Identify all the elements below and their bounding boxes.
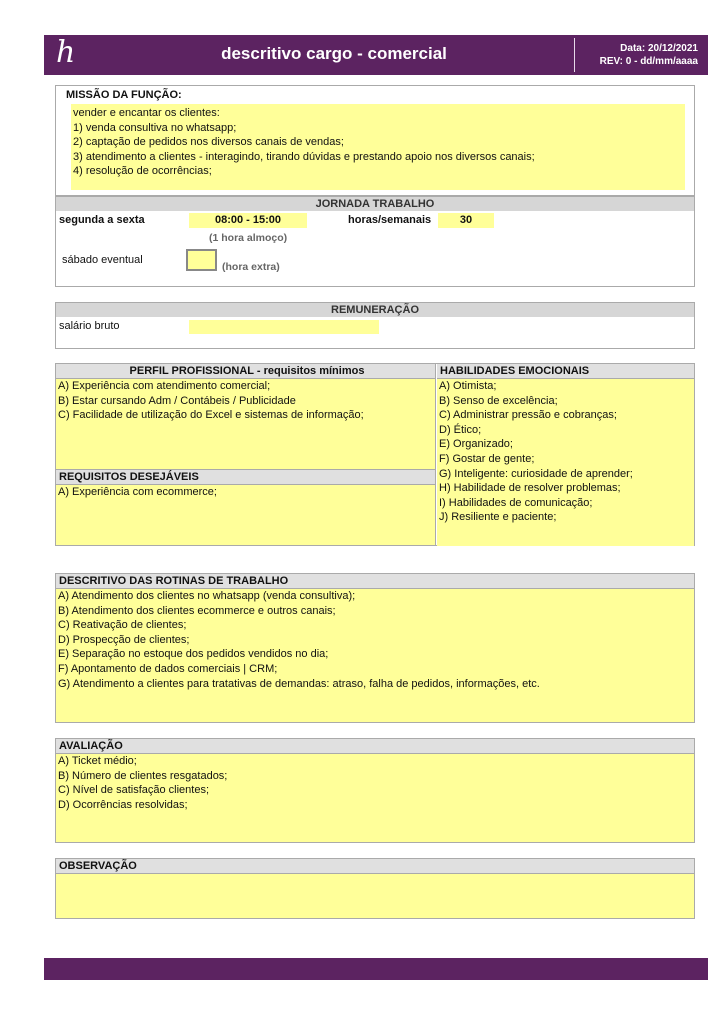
requirement-item: C) Facilidade de utilização do Excel e sistemas de informação; xyxy=(58,409,364,422)
evaluation-item: C) Nível de satisfação clientes; xyxy=(58,784,210,797)
skill-item: C) Administrar pressão e cobranças; xyxy=(439,409,617,422)
mission-line: 1) venda consultiva no whatsapp; xyxy=(73,121,237,134)
weekly-hours-field[interactable]: 30 xyxy=(438,213,494,228)
extra-hours-note: (hora extra) xyxy=(222,261,280,273)
routine-item: E) Separação no estoque dos pedidos vendidos no dia; xyxy=(58,648,329,661)
header-divider xyxy=(574,38,575,72)
saturday-label: sábado eventual xyxy=(62,254,143,266)
compensation-section xyxy=(55,302,695,349)
workday-section xyxy=(55,196,695,287)
skill-item: D) Ético; xyxy=(439,423,482,436)
evaluation-title: AVALIAÇÃO xyxy=(56,739,694,754)
routines-title: DESCRITIVO DAS ROTINAS DE TRABALHO xyxy=(56,574,694,589)
mission-line: 2) captação de pedidos nos diversos canais de vendas; xyxy=(73,136,344,149)
notes-field[interactable] xyxy=(56,874,694,918)
revision-text: REV: 0 - dd/mm/aaaa xyxy=(599,56,698,67)
mission-line: 3) atendimento a clientes - interagindo, tirando dúvidas e prestando apoio nos diversos canais; xyxy=(73,150,535,163)
mission-section xyxy=(55,85,695,196)
mission-line: 4) resolução de ocorrências; xyxy=(73,165,212,178)
mission-line: vender e encantar os clientes: xyxy=(73,107,220,119)
skill-item: I) Habilidades de comunicação; xyxy=(439,496,593,509)
salary-field[interactable] xyxy=(189,320,379,334)
mission-text[interactable] xyxy=(71,104,685,190)
notes-section xyxy=(55,858,695,919)
weekday-label: segunda a sexta xyxy=(59,214,145,226)
routine-item: C) Reativação de clientes; xyxy=(58,619,187,632)
minimum-requirements-list[interactable] xyxy=(56,378,435,469)
evaluation-list[interactable] xyxy=(56,754,694,842)
salary-label: salário bruto xyxy=(59,320,120,332)
evaluation-item: D) Ocorrências resolvidas; xyxy=(58,798,188,811)
routines-section xyxy=(55,573,695,723)
lunch-note: (1 hora almoço) xyxy=(209,232,288,244)
requirement-item: B) Estar cursando Adm / Contábeis / Publicidade xyxy=(58,394,296,407)
desirable-item: A) Experiência com ecommerce; xyxy=(58,486,217,498)
desirable-requirements-list[interactable] xyxy=(56,485,435,545)
skill-item: G) Inteligente: curiosidade de aprender; xyxy=(439,467,633,480)
evaluation-item: B) Número de clientes resgatados; xyxy=(58,769,228,782)
workday-title: JORNADA TRABALHO xyxy=(56,197,694,211)
profile-section xyxy=(55,363,695,546)
weekly-hours-label: horas/semanais xyxy=(348,214,432,226)
routine-item: D) Prospecção de clientes; xyxy=(58,633,190,646)
notes-title: OBSERVAÇÃO xyxy=(56,859,694,874)
evaluation-item: A) Ticket médio; xyxy=(58,755,137,767)
document-title: descritivo cargo - comercial xyxy=(221,44,447,63)
routine-item: A) Atendimento dos clientes no whatsapp (venda consultiva); xyxy=(58,590,356,602)
requirements-column xyxy=(56,364,436,545)
date-text: Data: 20/12/2021 xyxy=(620,43,698,54)
skill-item: A) Otimista; xyxy=(439,380,497,392)
footer-bar xyxy=(44,958,708,980)
routine-item: B) Atendimento dos clientes ecommerce e outros canais; xyxy=(58,604,336,617)
evaluation-section xyxy=(55,738,695,843)
company-logo: h xyxy=(56,35,76,70)
skill-item: E) Organizado; xyxy=(439,438,513,451)
routines-list[interactable] xyxy=(56,589,694,722)
header-bar xyxy=(44,35,708,75)
header-meta xyxy=(600,42,698,68)
requirement-item: A) Experiência com atendimento comercial; xyxy=(58,380,271,392)
routine-item: F) Apontamento de dados comerciais | CRM; xyxy=(58,662,278,675)
mission-label: MISSÃO DA FUNÇÃO: xyxy=(66,89,182,101)
compensation-title: REMUNERAÇÃO xyxy=(56,303,694,317)
emotional-skills-column xyxy=(437,364,694,545)
saturday-field[interactable] xyxy=(186,249,217,271)
minimum-requirements-title: PERFIL PROFISSIONAL - requisitos mínimos xyxy=(56,364,435,378)
routine-item: G) Atendimento a clientes para tratativas de demandas: atraso, falha de pedidos, informações, etc. xyxy=(58,677,540,690)
emotional-skills-title: HABILIDADES EMOCIONAIS xyxy=(437,364,694,378)
skill-item: H) Habilidade de resolver problemas; xyxy=(439,482,621,495)
desirable-requirements-title: REQUISITOS DESEJÁVEIS xyxy=(56,469,435,485)
weekday-hours-field[interactable]: 08:00 - 15:00 xyxy=(189,213,307,228)
skill-item: F) Gostar de gente; xyxy=(439,452,535,465)
emotional-skills-list[interactable] xyxy=(437,378,694,546)
skill-item: J) Resiliente e paciente; xyxy=(439,511,557,524)
skill-item: B) Senso de excelência; xyxy=(439,394,558,407)
